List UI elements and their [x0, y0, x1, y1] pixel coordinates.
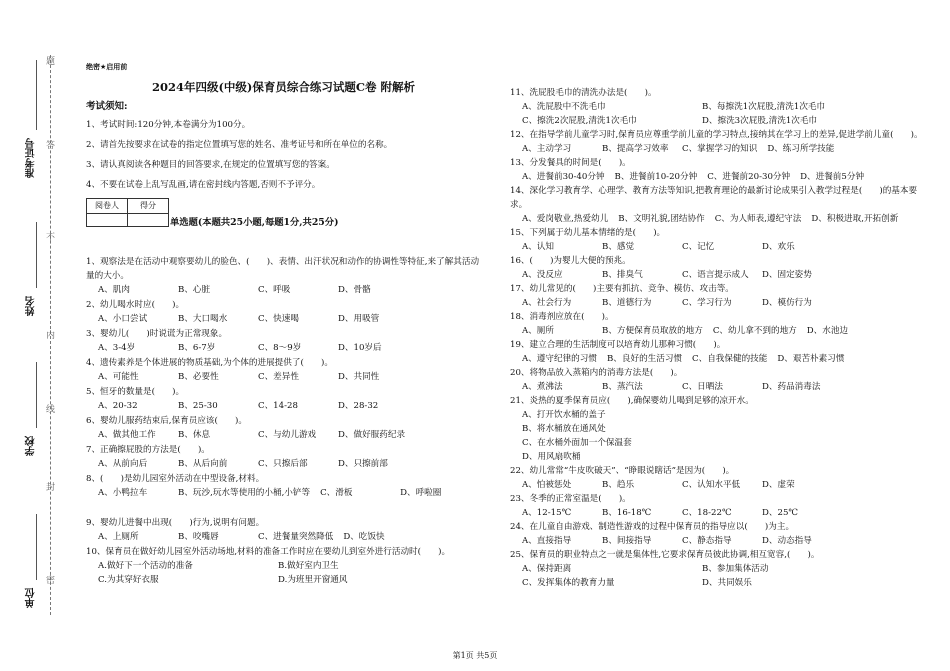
answer-option[interactable]: D、擦洗3次屁股,清洗1次毛巾 — [702, 116, 818, 126]
exam-id-line — [36, 60, 37, 130]
question-item — [86, 385, 481, 413]
page-title: 2024年四级(中级)保育员综合练习试题C卷 附解析 — [151, 80, 416, 94]
answer-option[interactable]: C、为人师表,遵纪守法 — [714, 214, 802, 224]
answer-option[interactable]: C、只擦后部 — [258, 459, 308, 469]
exam-id-label: 准考证号 — [26, 138, 37, 178]
option-row — [86, 530, 481, 544]
answer-option[interactable]: C、8～9岁 — [258, 343, 302, 353]
question-text: 12、在指导学前儿童学习时,保育员应尊重学前儿童的学习特点,接纳其在学习上的差异,促进学前儿童( )。 — [510, 130, 923, 140]
option-row — [86, 428, 481, 442]
option-row — [510, 212, 930, 226]
answer-option[interactable]: B、进餐前10-20分钟 — [614, 172, 698, 182]
option-row — [510, 170, 930, 184]
option-row — [510, 450, 930, 464]
question-item — [510, 156, 930, 184]
option-row — [510, 114, 930, 128]
question-item — [510, 128, 930, 156]
answer-option[interactable]: A、做其他工作 — [98, 430, 156, 440]
answer-option[interactable]: D、用吸管 — [338, 314, 380, 324]
question-text: 3、婴幼儿( )时说谎为正常现象。 — [86, 329, 228, 339]
option-row — [86, 457, 481, 471]
cut-mark: 答 — [44, 140, 54, 149]
question-item — [86, 545, 481, 587]
option-row — [86, 399, 481, 413]
question-item — [510, 254, 930, 282]
cut-mark: 密 — [44, 575, 54, 584]
answer-option[interactable]: B、心脏 — [178, 285, 211, 295]
answer-option[interactable]: B、间接指导 — [602, 536, 652, 546]
cut-mark: 封 — [44, 482, 54, 491]
answer-option[interactable]: A、打开饮水桶的盖子 — [522, 410, 606, 420]
cut-mark: 内 — [44, 330, 54, 339]
option-row — [86, 573, 481, 587]
option-row — [86, 486, 481, 500]
question-item — [510, 226, 930, 254]
answer-option[interactable]: D、呼啦圈 — [400, 488, 442, 498]
answer-option[interactable]: C、学习行为 — [682, 298, 732, 308]
answer-option[interactable]: B、蒸汽法 — [602, 382, 643, 392]
unit-line — [36, 514, 37, 580]
question-text: 22、幼儿常常“牛皮吹破天”、“睁眼说瞎话”是因为( )。 — [510, 466, 735, 476]
question-item — [86, 414, 481, 442]
question-text: 15、下列属于幼儿基本情绪的是( )。 — [510, 228, 666, 238]
question-text: 21、炎热的夏季保育员应( ),确保婴幼儿喝到足够的凉开水。 — [510, 396, 754, 406]
question-item — [510, 394, 930, 464]
question-text: 1、观察法是在活动中观察要幼儿的脸色、( )、表情、出汗状况和动作的协调性等特征,来了解其活动量的大小。 — [86, 257, 480, 281]
answer-option[interactable]: A、洗屁股中不洗毛巾 — [522, 102, 606, 112]
option-row — [510, 100, 930, 114]
answer-option[interactable]: B、6-7岁 — [178, 343, 216, 353]
question-item — [510, 520, 930, 548]
answer-option[interactable]: B、必要性 — [178, 372, 219, 382]
question-item — [86, 327, 481, 355]
question-item — [510, 184, 930, 226]
notice-heading: 考试须知: — [86, 101, 128, 112]
option-row — [510, 506, 930, 520]
question-text: 23、冬季的正常室温是( )。 — [510, 494, 631, 504]
option-row — [510, 240, 930, 254]
answer-option[interactable]: D、药品消毒法 — [762, 382, 821, 392]
question-list-right — [510, 86, 930, 590]
answer-option[interactable]: B、提高学习效率 — [602, 144, 669, 154]
notice-item: 3、请认真阅读各种题目的回答要求,在规定的位置填写您的答案。 — [86, 160, 335, 170]
answer-option[interactable]: B、感觉 — [602, 242, 635, 252]
question-item — [510, 464, 930, 492]
unit-label: 单位 — [26, 588, 37, 608]
answer-option[interactable]: D、艰苦朴素习惯 — [777, 354, 845, 364]
answer-option[interactable]: B、文明礼貌,团结协作 — [618, 214, 705, 224]
question-item — [510, 338, 930, 366]
answer-option[interactable]: A、进餐前30-40分钟 — [522, 172, 605, 182]
answer-option[interactable]: C、差异性 — [258, 372, 299, 382]
answer-option[interactable]: C、在水桶外面加一个保温套 — [522, 438, 632, 448]
answer-option[interactable]: C、与幼儿游戏 — [258, 430, 317, 440]
question-text: 8、( )是幼儿园室外活动在中型设备,材料。 — [86, 474, 265, 484]
school-line — [36, 362, 37, 428]
option-row — [510, 562, 930, 576]
answer-option[interactable]: B.做好室内卫生 — [278, 561, 339, 571]
notice-item: 4、不要在试卷上乱写乱画,请在密封线内答题,否则不予评分。 — [86, 180, 321, 190]
answer-option[interactable]: A、12-15℃ — [522, 508, 572, 518]
answer-option[interactable]: C、掌握学习的知识 — [682, 144, 758, 154]
option-row — [510, 576, 930, 590]
answer-option[interactable]: A、遵守纪律的习惯 — [522, 354, 597, 364]
question-text: 10、保育员在做好幼儿园室外活动场地,材料的准备工作时应在要幼儿到室外进行活动时( )。 — [86, 547, 451, 557]
grader-label: 阅卷人 — [87, 199, 128, 214]
answer-option[interactable]: B、25-30 — [178, 401, 218, 411]
answer-option[interactable]: B、将水桶放在通风处 — [522, 424, 606, 434]
section-heading: 单选题(本题共25小题,每题1分,共25分) — [170, 217, 339, 228]
question-item — [86, 443, 481, 471]
answer-option[interactable]: D、骨骼 — [338, 285, 371, 295]
answer-option[interactable]: A、保持距离 — [522, 564, 572, 574]
question-item — [510, 548, 930, 590]
answer-option[interactable]: D、模仿行为 — [762, 298, 812, 308]
answer-option[interactable]: A、煮沸法 — [522, 382, 563, 392]
answer-option[interactable]: D、水池边 — [806, 326, 849, 336]
option-row — [510, 422, 930, 436]
question-text: 25、保育员的职业特点之一就是集体性,它要求保育员彼此协调,相互宽容,( )。 — [510, 550, 820, 560]
score-cell[interactable] — [128, 214, 169, 227]
option-row — [510, 268, 930, 282]
answer-option[interactable]: B、趋乐 — [602, 480, 635, 490]
answer-option[interactable]: A、社会行为 — [522, 298, 572, 308]
secret-mark: 绝密★启用前 — [86, 63, 128, 71]
answer-option[interactable]: D、用风扇吹桶 — [522, 452, 581, 462]
question-text: 24、在儿童自由游戏、制造性游戏的过程中保育员的指导应以( )为主。 — [510, 522, 795, 532]
answer-option[interactable]: D、25℃ — [762, 508, 799, 518]
answer-option[interactable]: A、主动学习 — [522, 144, 572, 154]
question-text: 2、幼儿喝水时应( )。 — [86, 300, 185, 310]
answer-option[interactable]: B、从后向前 — [178, 459, 228, 469]
answer-option[interactable]: D、固定姿势 — [762, 270, 812, 280]
answer-option[interactable]: B、排臭气 — [602, 270, 643, 280]
question-item — [510, 492, 930, 520]
question-text: 13、分发餐具的时间是( )。 — [510, 158, 631, 168]
answer-option[interactable]: B、良好的生活习惯 — [606, 354, 683, 364]
name-line — [36, 222, 37, 288]
question-text: 5、恒牙的数量是( )。 — [86, 387, 185, 397]
answer-option[interactable]: D、虚荣 — [762, 480, 795, 490]
option-row — [86, 370, 481, 384]
score-label: 得分 — [128, 199, 169, 214]
score-box — [86, 198, 169, 227]
answer-option[interactable]: A、爱岗敬业,热爱幼儿 — [522, 214, 609, 224]
answer-option[interactable]: D、练习所学技能 — [767, 144, 835, 154]
name-label: 姓名 — [26, 296, 37, 316]
answer-option[interactable]: C、发挥集体的教育力量 — [522, 578, 615, 588]
answer-option[interactable]: A、厕所 — [522, 326, 554, 336]
question-text: 6、婴幼儿服药结束后,保育员应该( )。 — [86, 416, 247, 426]
answer-option[interactable]: C.为其穿好衣服 — [98, 575, 159, 585]
question-item — [86, 516, 481, 544]
answer-option[interactable]: B、每擦洗1次屁股,清洗1次毛巾 — [702, 102, 826, 112]
question-text: 14、深化学习教育学、心理学、教育方法等知识,把教育理论的最新讨论成果引入教学过程是( )的基本要求。 — [510, 186, 918, 210]
notice-item: 2、请首先按要求在试卷的指定位置填写您的姓名、准考证号和所在单位的名称。 — [86, 140, 393, 150]
answer-option[interactable]: A、小口尝试 — [98, 314, 148, 324]
question-text: 11、洗屁股毛巾的清洗办法是( )。 — [510, 88, 657, 98]
answer-option[interactable]: D.为班里开窗通风 — [278, 575, 348, 585]
question-item — [86, 298, 481, 326]
option-row — [510, 534, 930, 548]
question-list-left — [86, 255, 481, 587]
question-item — [86, 472, 481, 500]
option-row — [86, 341, 481, 355]
option-row — [510, 478, 930, 492]
answer-option[interactable]: C、14-28 — [258, 401, 298, 411]
answer-option[interactable]: D、28-32 — [338, 401, 379, 411]
option-row — [510, 142, 930, 156]
question-item — [510, 366, 930, 394]
answer-option[interactable]: D、吃饭快 — [343, 532, 385, 542]
answer-option[interactable]: C、语言提示成人 — [682, 270, 749, 280]
answer-option[interactable]: C、进餐量突然降低 — [258, 532, 334, 542]
answer-option[interactable]: D、共同娱乐 — [702, 578, 752, 588]
answer-option[interactable]: A.做好下一个活动的准备 — [98, 561, 193, 571]
question-text: 18、消毒剂应放在( )。 — [510, 312, 614, 322]
answer-option[interactable]: C、认知水平低 — [682, 480, 741, 490]
option-row — [510, 380, 930, 394]
answer-option[interactable]: B、道德行为 — [602, 298, 652, 308]
cut-mark: 题 — [44, 56, 54, 65]
answer-option[interactable]: D、动态指导 — [762, 536, 812, 546]
answer-option[interactable]: A、没反应 — [522, 270, 563, 280]
answer-option[interactable]: A、上厕所 — [98, 532, 139, 542]
question-text: 9、婴幼儿进餐中出现( )行为,说明有问题。 — [86, 518, 265, 528]
answer-option[interactable]: C、记忆 — [682, 242, 715, 252]
answer-option[interactable]: A、3-4岁 — [98, 343, 136, 353]
option-row — [86, 283, 481, 297]
answer-option[interactable]: D、积极进取,开拓创新 — [811, 214, 899, 224]
answer-option[interactable]: C、呼吸 — [258, 285, 291, 295]
right-column — [510, 86, 930, 590]
answer-option[interactable]: C、滑板 — [320, 488, 353, 498]
answer-option[interactable]: B、玩沙,玩水等使用的小桶,小铲等 — [178, 488, 311, 498]
answer-option[interactable]: A、怕被惩处 — [522, 480, 572, 490]
answer-option[interactable]: D、做好服药纪录 — [338, 430, 406, 440]
question-text: 16、( )为婴儿大便的预兆。 — [510, 256, 631, 266]
answer-option[interactable]: A、认知 — [522, 242, 554, 252]
option-row — [510, 296, 930, 310]
answer-option[interactable]: A、肌肉 — [98, 285, 130, 295]
option-row — [510, 324, 930, 338]
answer-option[interactable]: C、擦洗2次屁股,清洗1次毛巾 — [522, 116, 637, 126]
answer-option[interactable]: C、幼儿拿不到的地方 — [712, 326, 797, 336]
question-text: 7、正确擦屁股的方法是( )。 — [86, 445, 210, 455]
answer-option[interactable]: D、只擦前部 — [338, 459, 388, 469]
question-item — [510, 86, 930, 128]
left-column — [86, 60, 481, 588]
option-row — [510, 352, 930, 366]
answer-option[interactable]: D、欢乐 — [762, 242, 795, 252]
school-label: 学校 — [26, 436, 37, 456]
answer-option[interactable]: C、进餐前20-30分钟 — [707, 172, 791, 182]
answer-option[interactable]: B、咬嘴唇 — [178, 532, 219, 542]
answer-option[interactable]: C、静态指导 — [682, 536, 732, 546]
answer-option[interactable]: D、10岁后 — [338, 343, 382, 353]
cut-mark: 线 — [44, 404, 54, 413]
cut-mark: 不 — [44, 232, 54, 241]
question-text: 20、将物品放入蒸箱内的消毒方法是( )。 — [510, 368, 683, 378]
question-item — [510, 310, 930, 338]
answer-option[interactable]: A、可能性 — [98, 372, 139, 382]
binding-margin — [0, 0, 80, 671]
grader-cell[interactable] — [87, 214, 128, 227]
answer-option[interactable]: C、快速喝 — [258, 314, 299, 324]
option-row — [510, 436, 930, 450]
question-item — [510, 282, 930, 310]
answer-option[interactable]: D、共同性 — [338, 372, 380, 382]
page-number: 第1页 共5页 — [452, 651, 498, 660]
answer-option[interactable]: C、18-22℃ — [682, 508, 732, 518]
question-text: 4、遗传素养是个体进展的物质基础,为个体的进展提供了( )。 — [86, 358, 333, 368]
answer-option[interactable]: A、20-32 — [98, 401, 138, 411]
answer-option[interactable]: C、自我保健的技能 — [692, 354, 768, 364]
answer-option[interactable]: D、进餐前5分钟 — [800, 172, 865, 182]
answer-option[interactable]: A、直接指导 — [522, 536, 572, 546]
answer-option[interactable]: B、16-18℃ — [602, 508, 652, 518]
answer-option[interactable]: B、休息 — [178, 430, 211, 440]
answer-option[interactable]: C、日晒法 — [682, 382, 723, 392]
notice-list — [86, 118, 481, 192]
option-row — [86, 312, 481, 326]
answer-option[interactable]: B、大口喝水 — [178, 314, 228, 324]
answer-option[interactable]: B、参加集体活动 — [702, 564, 769, 574]
option-row — [510, 408, 930, 422]
answer-option[interactable]: B、方便保育员取放的地方 — [602, 326, 703, 336]
notice-item: 1、考试时间:120分钟,本卷满分为100分。 — [86, 120, 251, 130]
question-text: 17、幼儿常见的( )主要有抓抗、竞争、模仿、攻击等。 — [510, 284, 734, 294]
answer-option[interactable]: A、从前向后 — [98, 459, 148, 469]
question-text: 19、建立合理的生活制度可以培育幼儿那种习惯( )。 — [510, 340, 726, 350]
answer-option[interactable]: A、小鸭拉车 — [98, 488, 148, 498]
question-item — [86, 255, 481, 297]
option-row — [86, 559, 481, 573]
question-item — [86, 356, 481, 384]
